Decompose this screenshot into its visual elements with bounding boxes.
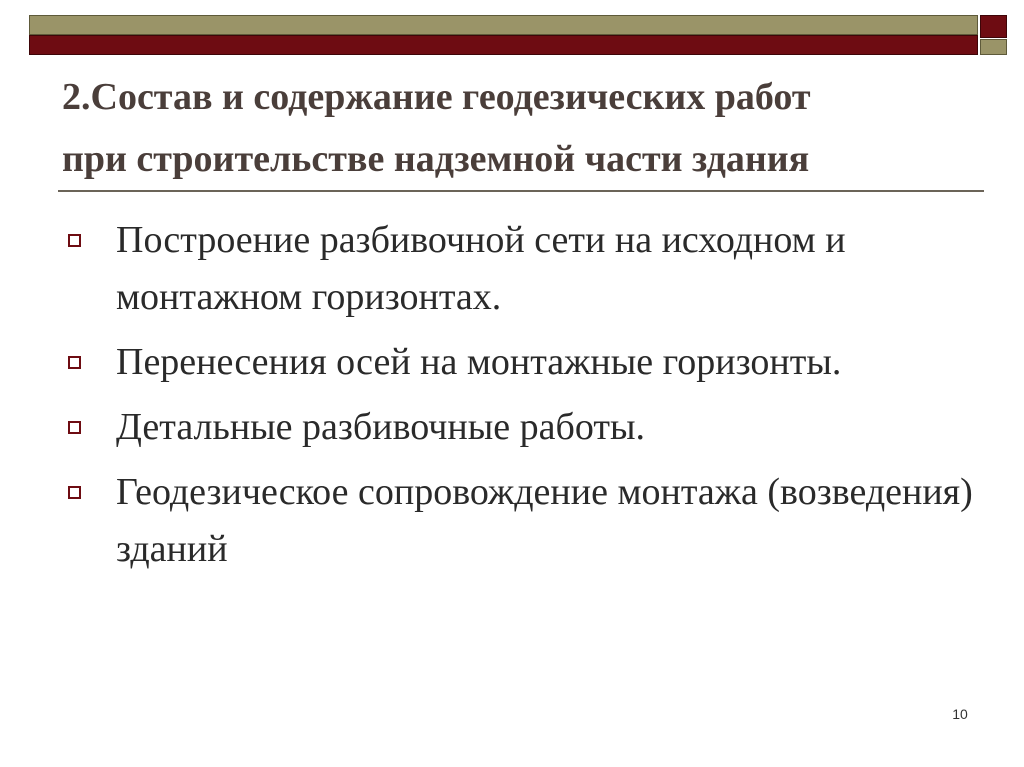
- hollow-square-bullet-icon: [68, 234, 81, 247]
- header-corner-square-olive: [980, 39, 1007, 55]
- hollow-square-bullet-icon: [68, 486, 81, 499]
- bullet-list: [62, 212, 982, 586]
- hollow-square-bullet-icon: [68, 356, 81, 369]
- slide-title-line-2: при строительстве надземной части здания: [62, 138, 810, 180]
- bullet-text: Перенесения осей на монтажные горизонты.: [116, 341, 842, 383]
- page-number: 10: [952, 706, 968, 722]
- bullet-text: Детальные разбивочные работы.: [116, 406, 645, 448]
- bullet-item: [62, 212, 982, 326]
- bullet-text: Геодезическое сопровождение монтажа (возведения) зданий: [116, 471, 973, 570]
- slide-title-line-1: 2.Состав и содержание геодезических работ: [62, 76, 811, 118]
- slide-title: [62, 66, 982, 190]
- header-band-red: [29, 35, 978, 55]
- bullet-text: Построение разбивочной сети на исходном и монтажном горизонтах.: [116, 219, 846, 318]
- header-band-olive: [29, 15, 978, 35]
- title-divider: [58, 190, 984, 192]
- bullet-item: [62, 334, 982, 391]
- hollow-square-bullet-icon: [68, 421, 81, 434]
- header-corner-square-red: [980, 15, 1007, 38]
- bullet-item: [62, 399, 982, 456]
- bullet-item: [62, 464, 982, 578]
